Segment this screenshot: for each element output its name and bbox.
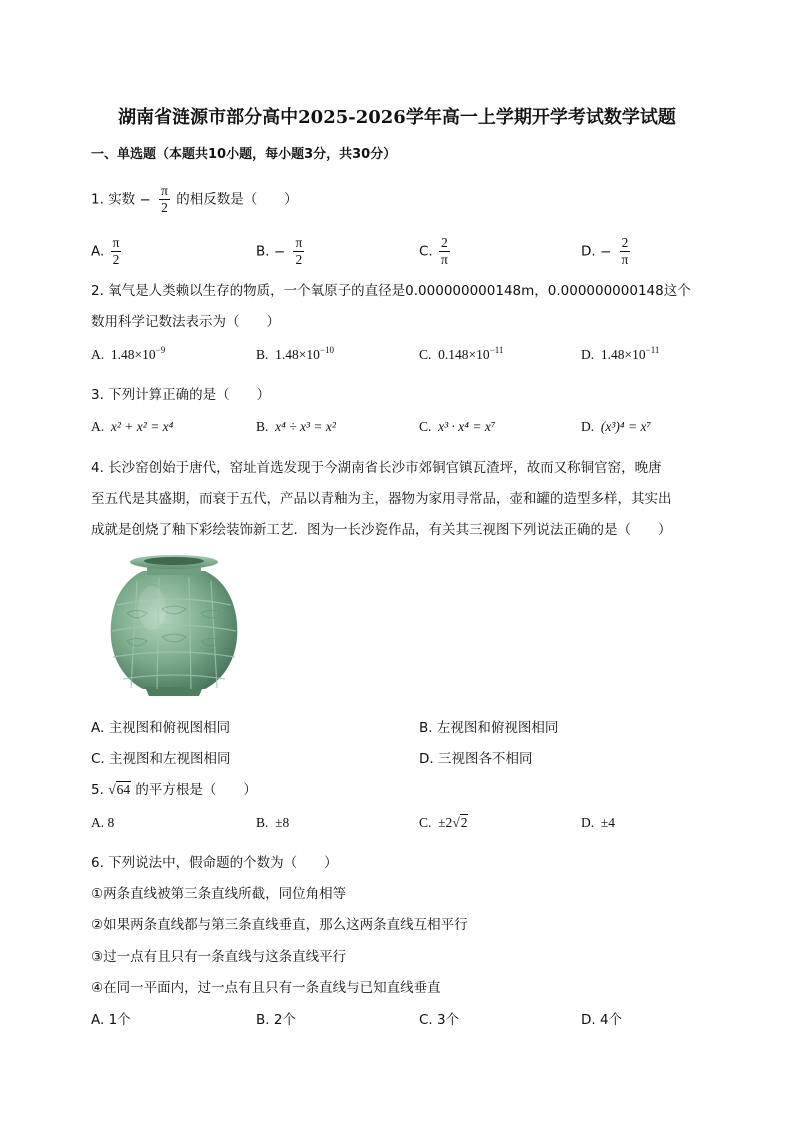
option-b[interactable]: B. 2个 bbox=[256, 1012, 296, 1028]
option-a[interactable]: A. $\frac{\pi}{2}$ bbox=[91, 235, 120, 267]
statement-4: ④在同一平面内，过一点有且只有一条直线与已知直线垂直 bbox=[91, 980, 441, 996]
statement-1: ①两条直线被第三条直线所截，同位角相等 bbox=[91, 886, 347, 902]
option-a[interactable]: A. 8 bbox=[91, 815, 115, 830]
option-c[interactable]: C. 主视图和左视图相同 bbox=[91, 751, 231, 767]
statement-3: ③过一点有且只有一条直线与这条直线平行 bbox=[91, 949, 347, 965]
question-4-line-1: 4. 长沙窑创始于唐代，窑址首选发现于今湖南省长沙市郊铜官镇瓦渣坪，故而又称铜官窑，晚唐 bbox=[91, 460, 662, 476]
option-d[interactable]: D. 三视图各不相同 bbox=[419, 751, 533, 767]
option-b[interactable]: B. x⁴ ÷ x³ = x² bbox=[256, 419, 336, 434]
question-text: 的相反数是（ ） bbox=[176, 191, 298, 208]
option-d[interactable]: D. $1.48\times 10^{-11}$ bbox=[581, 345, 660, 362]
vase-image bbox=[107, 553, 240, 698]
page-title: 湖南省涟源市部分高中2025-2026学年高一上学期开学考试数学试题 bbox=[118, 107, 676, 128]
option-c[interactable]: C. $0.148\times 10^{-11}$ bbox=[419, 345, 504, 362]
question-3: 3. 下列计算正确的是（ ） bbox=[91, 387, 271, 403]
option-b[interactable]: B. ±8 bbox=[256, 815, 290, 830]
option-a[interactable]: A. $1.48\times 10^{-9}$ bbox=[91, 345, 166, 362]
question-4-line-2: 至五代是其盛期，而衰于五代，产品以青釉为主，器物为家用寻常品，壶和罐的造型多样，其实出 bbox=[91, 491, 672, 507]
option-a[interactable]: A. 1个 bbox=[91, 1012, 131, 1028]
option-c[interactable]: C. ±2√2 bbox=[419, 815, 468, 830]
question-1: 1. 实数 − $\frac{\pi}{2}$ 的相反数是（ ） bbox=[91, 183, 298, 215]
option-d[interactable]: D. 4个 bbox=[581, 1012, 623, 1028]
option-b[interactable]: B. 左视图和俯视图相同 bbox=[419, 720, 559, 736]
option-d[interactable]: D. (x³)⁴ = x⁷ bbox=[581, 419, 652, 434]
option-d[interactable]: D. − $\frac{2}{\pi}$ bbox=[581, 235, 629, 267]
option-b[interactable]: B. − $\frac{\pi}{2}$ bbox=[256, 235, 303, 267]
option-c[interactable]: C. 3个 bbox=[419, 1012, 460, 1028]
option-d[interactable]: D. ±4 bbox=[581, 815, 616, 830]
question-2-line-2: 数用科学记数法表示为（ ） bbox=[91, 314, 280, 330]
option-a[interactable]: A. x² + x² = x⁴ bbox=[91, 419, 174, 434]
statement-2: ②如果两条直线都与第三条直线垂直，那么这两条直线互相平行 bbox=[91, 917, 468, 933]
option-c[interactable]: C. x³ · x⁴ = x⁷ bbox=[419, 419, 496, 434]
fraction: $\frac{\pi}{2}$ bbox=[161, 183, 168, 215]
question-5: 5. √64 的平方根是（ ） bbox=[91, 782, 257, 798]
section-heading: 一、单选题（本题共10小题，每小题3分，共30分） bbox=[91, 147, 397, 162]
question-4-line-3: 成就是创烧了釉下彩绘装饰新工艺．图为一长沙瓷作品，有关其三视图下列说法正确的是（ ） bbox=[91, 522, 672, 538]
question-number: 1. bbox=[91, 191, 104, 208]
question-text: 实数 bbox=[108, 191, 136, 208]
option-b[interactable]: B. $1.48\times 10^{-10}$ bbox=[256, 345, 334, 362]
question-6: 6. 下列说法中，假命题的个数为（ ） bbox=[91, 855, 338, 871]
option-c[interactable]: C. $\frac{2}{\pi}$ bbox=[419, 235, 448, 267]
question-2-line-1: 2. 氧气是人类赖以生存的物质，一个氧原子的直径是0.000000000148m，0.000000000148这个 bbox=[91, 283, 691, 299]
option-a[interactable]: A. 主视图和俯视图相同 bbox=[91, 720, 231, 736]
